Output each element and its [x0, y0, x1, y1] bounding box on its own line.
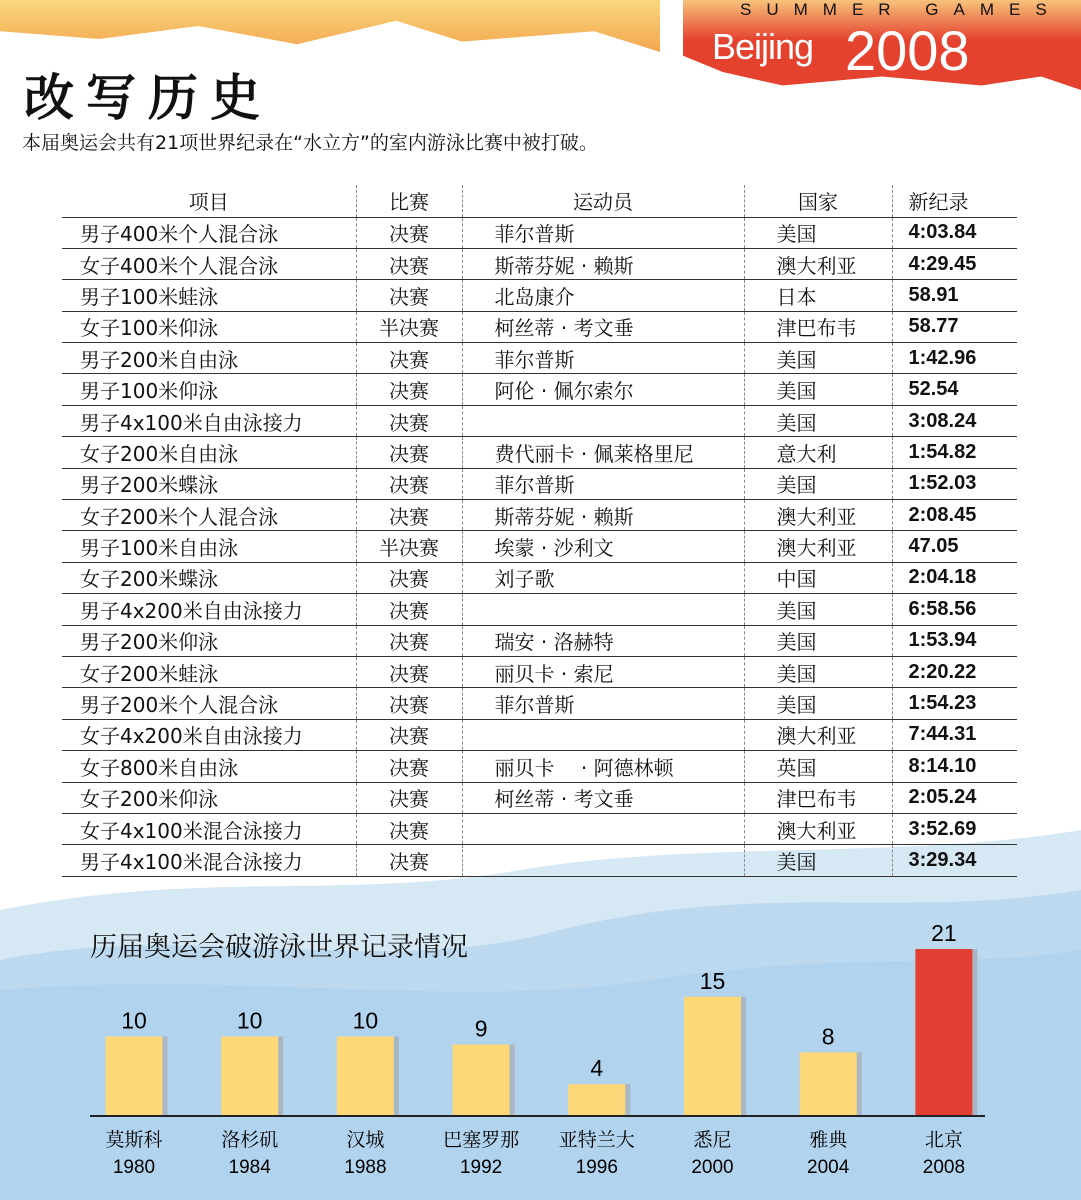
cell-round: 决赛 — [356, 374, 462, 405]
cell-round: 决赛 — [356, 594, 462, 625]
cell-country: 意大利 — [744, 437, 892, 468]
table-row — [62, 594, 1017, 625]
year-label: 1984 — [228, 1157, 271, 1178]
cell-country: 美国 — [744, 594, 892, 625]
cell-event: 女子800米自由泳 — [62, 751, 356, 782]
cell-round: 决赛 — [356, 813, 462, 844]
cell-round: 决赛 — [356, 719, 462, 750]
cell-round: 决赛 — [356, 562, 462, 593]
category-label: 洛杉矶 — [221, 1129, 279, 1151]
page-subtitle: 本届奥运会共有21项世界纪录在“水立方”的室内游泳比赛中被打破。 — [22, 132, 598, 154]
column-header: 国家 — [744, 185, 892, 217]
cell-event: 男子400米个人混合泳 — [62, 217, 356, 248]
cell-country: 美国 — [744, 468, 892, 499]
cell-event: 女子400米个人混合泳 — [62, 248, 356, 279]
logo-summer-games: SUMMER GAMES — [740, 0, 1062, 19]
cell-round: 半决赛 — [356, 531, 462, 562]
table-row — [62, 813, 1017, 844]
table-row — [62, 625, 1017, 656]
year-label: 2004 — [807, 1157, 850, 1178]
cell-round: 决赛 — [356, 625, 462, 656]
table-row — [62, 468, 1017, 499]
cell-round: 决赛 — [356, 656, 462, 687]
cell-athlete: 菲尔普斯 — [462, 343, 744, 374]
cell-event: 女子200米蛙泳 — [62, 656, 356, 687]
table-row — [62, 437, 1017, 468]
table-row — [62, 845, 1017, 876]
category-label: 巴塞罗那 — [443, 1129, 520, 1151]
cell-athlete: 丽贝卡 · 索尼 — [462, 656, 744, 687]
bar — [337, 1037, 394, 1117]
records-table — [62, 185, 1017, 877]
cell-record: 4:03.84 — [892, 217, 1017, 248]
cell-athlete: 柯丝蒂 · 考文垂 — [462, 311, 744, 342]
bar-value-label: 21 — [931, 920, 957, 947]
cell-event: 男子4x100米混合泳接力 — [62, 845, 356, 876]
cell-round: 决赛 — [356, 500, 462, 531]
cell-athlete: 刘子歌 — [462, 562, 744, 593]
cell-round: 决赛 — [356, 437, 462, 468]
column-header: 新纪录 — [892, 185, 1017, 217]
cell-country: 津巴布韦 — [744, 782, 892, 813]
table-row — [62, 343, 1017, 374]
cell-round: 决赛 — [356, 468, 462, 499]
bar-value-label: 10 — [236, 1007, 263, 1034]
cell-athlete — [462, 813, 744, 844]
cell-country: 美国 — [744, 656, 892, 687]
cell-country: 美国 — [744, 217, 892, 248]
cell-round: 决赛 — [356, 405, 462, 436]
cell-event: 男子4x100米自由泳接力 — [62, 405, 356, 436]
cell-record: 2:08.45 — [892, 500, 1017, 531]
category-label: 北京 — [924, 1129, 963, 1151]
cell-country: 日本 — [744, 280, 892, 311]
bar — [800, 1052, 857, 1116]
table-row — [62, 719, 1017, 750]
year-label: 1992 — [459, 1157, 503, 1178]
category-label: 悉尼 — [693, 1129, 732, 1151]
year-label: 2008 — [922, 1157, 966, 1178]
column-header: 比赛 — [356, 185, 462, 217]
cell-event: 女子100米仰泳 — [62, 311, 356, 342]
bar — [106, 1037, 163, 1117]
cell-country: 中国 — [744, 562, 892, 593]
cell-record: 8:14.10 — [892, 751, 1017, 782]
cell-record: 6:58.56 — [892, 594, 1017, 625]
cell-round: 半决赛 — [356, 311, 462, 342]
bar — [453, 1044, 510, 1116]
cell-record: 47.05 — [892, 531, 1017, 562]
bar — [684, 997, 741, 1116]
cell-athlete: 费代丽卡 · 佩莱格里尼 — [462, 437, 744, 468]
cell-round: 决赛 — [356, 751, 462, 782]
cell-record: 1:52.03 — [892, 468, 1017, 499]
cell-record: 1:42.96 — [892, 343, 1017, 374]
cell-athlete: 斯蒂芬妮 · 赖斯 — [462, 500, 744, 531]
cell-record: 2:20.22 — [892, 656, 1017, 687]
cell-country: 澳大利亚 — [744, 248, 892, 279]
cell-record: 4:29.45 — [892, 248, 1017, 279]
cell-round: 决赛 — [356, 845, 462, 876]
cell-event: 女子200米个人混合泳 — [62, 500, 356, 531]
cell-record: 1:53.94 — [892, 625, 1017, 656]
column-header: 项目 — [188, 190, 229, 215]
bar-value-label: 10 — [121, 1007, 147, 1034]
cell-athlete — [462, 405, 744, 436]
bar-value-label: 4 — [590, 1055, 604, 1082]
cell-country: 澳大利亚 — [744, 719, 892, 750]
cell-event: 男子200米仰泳 — [62, 625, 356, 656]
cell-record: 2:05.24 — [892, 782, 1017, 813]
cell-event: 女子200米自由泳 — [62, 437, 356, 468]
year-label: 1996 — [575, 1157, 618, 1178]
cell-athlete — [462, 594, 744, 625]
cell-record: 7:44.31 — [892, 719, 1017, 750]
cell-record: 3:08.24 — [892, 405, 1017, 436]
category-label: 亚特兰大 — [558, 1129, 635, 1151]
cell-record: 2:04.18 — [892, 562, 1017, 593]
cell-round: 决赛 — [356, 782, 462, 813]
chart-title: 历届奥运会破游泳世界记录情况 — [90, 932, 468, 963]
cell-event: 女子4x100米混合泳接力 — [62, 813, 356, 844]
cell-event: 男子100米仰泳 — [62, 374, 356, 405]
cell-event: 女子200米蝶泳 — [62, 562, 356, 593]
table-row — [62, 405, 1017, 436]
cell-event: 男子100米自由泳 — [62, 531, 356, 562]
cell-athlete: 菲尔普斯 — [462, 217, 744, 248]
bar-value-label: 10 — [352, 1007, 379, 1034]
cell-record: 1:54.82 — [892, 437, 1017, 468]
table-row — [62, 751, 1017, 782]
category-label: 莫斯科 — [105, 1129, 163, 1151]
cell-record: 3:29.34 — [892, 845, 1017, 876]
cell-athlete: 瑞安 · 洛赫特 — [462, 625, 744, 656]
table-row — [62, 311, 1017, 342]
cell-athlete: 丽贝卡 · 阿德林顿 — [462, 751, 744, 782]
cell-record: 58.77 — [892, 311, 1017, 342]
cell-record: 52.54 — [892, 374, 1017, 405]
cell-athlete — [462, 719, 744, 750]
bar — [221, 1037, 278, 1117]
cell-round: 决赛 — [356, 217, 462, 248]
page-title: 改写历史 — [24, 69, 272, 127]
table-row — [62, 280, 1017, 311]
bar — [568, 1084, 625, 1116]
cell-country: 澳大利亚 — [744, 813, 892, 844]
category-label: 雅典 — [809, 1129, 848, 1151]
cell-country: 美国 — [744, 374, 892, 405]
skyline-banner — [0, 0, 660, 52]
cell-country: 津巴布韦 — [744, 311, 892, 342]
cell-event: 男子4x200米自由泳接力 — [62, 594, 356, 625]
table-row — [62, 500, 1017, 531]
cell-event: 男子200米个人混合泳 — [62, 688, 356, 719]
cell-athlete: 柯丝蒂 · 考文垂 — [462, 782, 744, 813]
table-row — [62, 217, 1017, 248]
cell-event: 男子200米蝶泳 — [62, 468, 356, 499]
cell-athlete: 菲尔普斯 — [462, 468, 744, 499]
cell-record: 3:52.69 — [892, 813, 1017, 844]
bar-value-label: 8 — [821, 1023, 835, 1050]
cell-athlete: 菲尔普斯 — [462, 688, 744, 719]
bar-value-label: 9 — [474, 1015, 488, 1042]
cell-event: 女子200米仰泳 — [62, 782, 356, 813]
table-row — [62, 248, 1017, 279]
table-row — [62, 562, 1017, 593]
cell-athlete: 斯蒂芬妮 · 赖斯 — [462, 248, 744, 279]
cell-country: 美国 — [744, 343, 892, 374]
cell-athlete: 阿伦 · 佩尔索尔 — [462, 374, 744, 405]
bar — [915, 949, 972, 1116]
table-row — [62, 656, 1017, 687]
cell-record: 58.91 — [892, 280, 1017, 311]
cell-event: 男子100米蛙泳 — [62, 280, 356, 311]
table-row — [62, 782, 1017, 813]
cell-athlete: 北岛康介 — [462, 280, 744, 311]
table-row — [62, 531, 1017, 562]
cell-country: 美国 — [744, 625, 892, 656]
logo-year: 2008 — [845, 19, 970, 82]
cell-event: 女子4x200米自由泳接力 — [62, 719, 356, 750]
table-row — [62, 374, 1017, 405]
logo-beijing: Beijing — [712, 26, 814, 67]
table-header — [62, 185, 1017, 217]
year-label: 1980 — [112, 1157, 156, 1178]
cell-athlete: 埃蒙 · 沙利文 — [462, 531, 744, 562]
year-label: 1988 — [344, 1157, 387, 1178]
bar-value-label: 15 — [699, 967, 726, 994]
cell-country: 美国 — [744, 845, 892, 876]
cell-event: 男子200米自由泳 — [62, 343, 356, 374]
cell-record: 1:54.23 — [892, 688, 1017, 719]
category-label: 汉城 — [346, 1129, 385, 1151]
cell-athlete — [462, 845, 744, 876]
cell-round: 决赛 — [356, 280, 462, 311]
cell-country: 美国 — [744, 405, 892, 436]
table-row — [62, 688, 1017, 719]
cell-round: 决赛 — [356, 688, 462, 719]
cell-country: 英国 — [744, 751, 892, 782]
column-header: 运动员 — [462, 185, 744, 217]
cell-round: 决赛 — [356, 248, 462, 279]
cell-country: 澳大利亚 — [744, 500, 892, 531]
cell-round: 决赛 — [356, 343, 462, 374]
cell-country: 美国 — [744, 688, 892, 719]
year-label: 2000 — [691, 1157, 734, 1178]
cell-country: 澳大利亚 — [744, 531, 892, 562]
